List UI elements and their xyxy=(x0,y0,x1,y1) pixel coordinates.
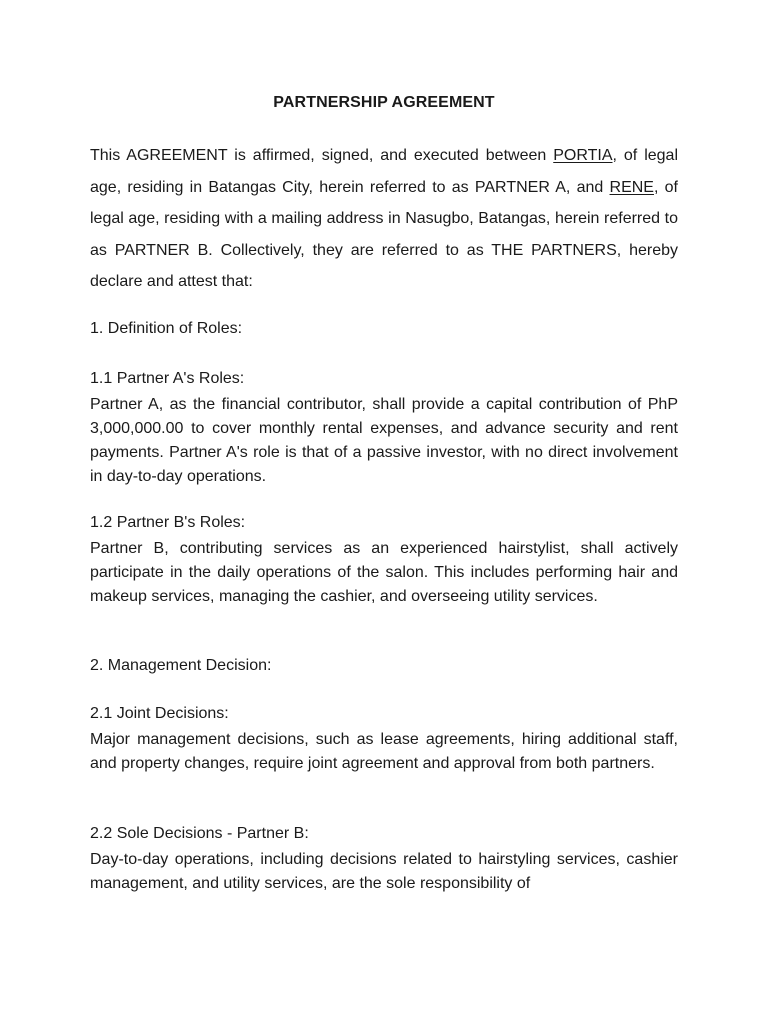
intro-text-2: , of legal age, residing in Batangas City, herein referred to as PARTNER A, and xyxy=(90,147,679,196)
section-2-1-heading: 2.1 Joint Decisions: xyxy=(90,705,229,722)
section-2-2-text: Day-to-day operations, including decisions related to hairstyling services, cashier management, and utility services, are the sole responsibility of xyxy=(90,851,678,892)
section-1-1-text: Partner A, as the financial contributor, shall provide a capital contribution of PhP 3,000,000.00 to cover monthly rental expenses, and advance security and rent payments. Partner A's role is that of a passive investor, with no direct involvement in day-to-day operations. xyxy=(90,396,678,485)
section-2-2-heading: 2.2 Sole Decisions - Partner B: xyxy=(90,825,309,842)
partner-b-name: RENE xyxy=(609,178,654,196)
section-2-heading: 2. Management Decision: xyxy=(90,657,272,674)
section-1-1-heading: 1.1 Partner A's Roles: xyxy=(90,370,245,387)
intro-text-1: This AGREEMENT is affirmed, signed, and executed between xyxy=(90,147,554,164)
intro-paragraph xyxy=(90,140,678,298)
section-1-heading: 1. Definition of Roles: xyxy=(90,320,243,337)
document-title: PARTNERSHIP AGREEMENT xyxy=(273,94,495,111)
section-1-2-heading: 1.2 Partner B's Roles: xyxy=(90,514,246,531)
section-1-2-text: Partner B, contributing services as an experienced hairstylist, shall actively participate in the daily operations of the salon. This includes performing hair and makeup services, managing the cashier, and overseeing utility services. xyxy=(90,540,678,605)
intro-text-3: , of legal age, residing with a mailing address in Nasugbo, Batangas, herein referred to as PARTNER B. Collectively, they are referred to as THE PARTNERS, hereby declare and attest that: xyxy=(90,178,678,290)
partner-a-name: PORTIA xyxy=(553,147,613,164)
section-2-1-text: Major management decisions, such as lease agreements, hiring additional staff, and property changes, require joint agreement and approval from both partners. xyxy=(90,731,678,772)
